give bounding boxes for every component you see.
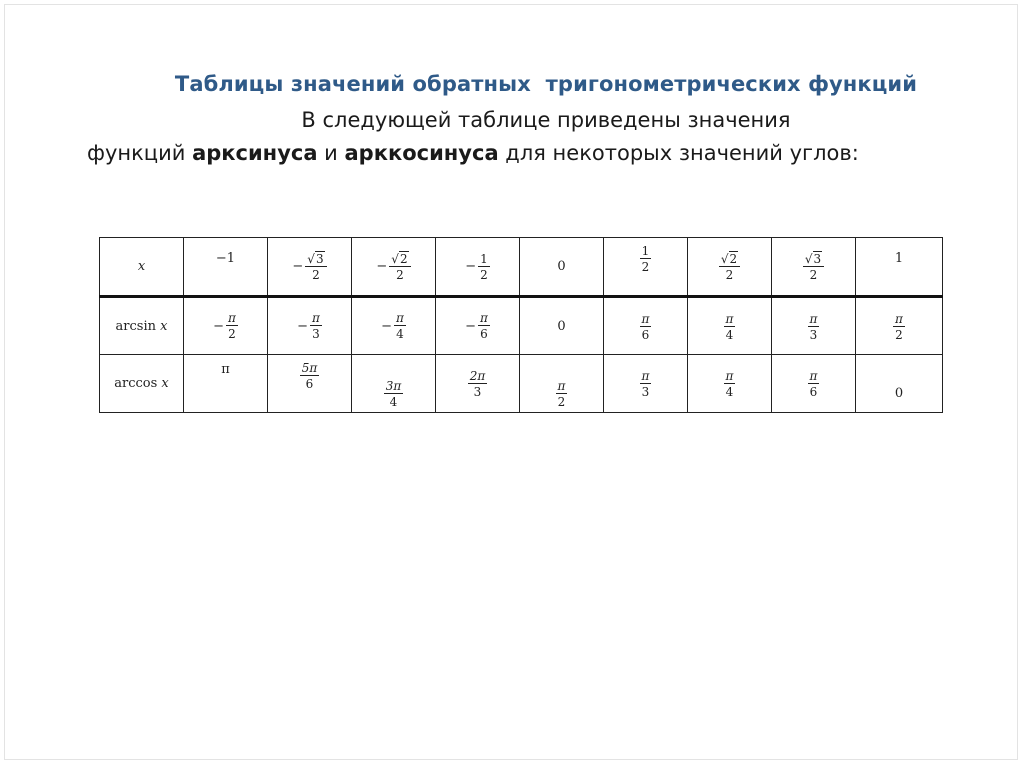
minus-sign: − <box>465 318 476 334</box>
value-text: 1 <box>894 251 904 266</box>
x-value-cell <box>688 238 772 297</box>
fraction-denominator: 4 <box>725 327 734 342</box>
fraction-numerator: π <box>895 311 903 326</box>
arccos-value-cell <box>184 355 268 413</box>
fraction-numerator: 5π <box>301 361 318 375</box>
intro-line-2-suffix: для некоторых значений углов: <box>498 141 859 165</box>
math-value <box>640 370 652 398</box>
math-value <box>640 313 652 341</box>
fraction <box>640 370 652 398</box>
inverse-trig-table <box>99 237 943 413</box>
fraction-numerator: π <box>312 311 320 325</box>
fraction <box>808 313 820 341</box>
fraction <box>719 253 740 281</box>
fraction <box>310 312 322 340</box>
arccos-value-cell <box>772 355 856 413</box>
fraction-numerator <box>803 253 824 267</box>
row-header-x-label: x <box>137 259 146 274</box>
math-value <box>300 362 320 390</box>
math-value <box>556 380 568 408</box>
fraction <box>640 245 652 273</box>
math-value <box>213 312 238 340</box>
math-value <box>719 253 740 281</box>
fraction <box>305 253 326 281</box>
math-value <box>803 253 824 281</box>
arcsin-var-label: x <box>160 318 168 334</box>
fraction-numerator: 3π <box>385 379 402 393</box>
fraction <box>389 253 410 281</box>
intro-term-arcsin: арксинуса <box>192 141 318 165</box>
fraction-denominator: 6 <box>305 377 314 391</box>
sqrt-argument: 2 <box>729 252 738 266</box>
math-value <box>216 252 235 265</box>
fraction-numerator: 1 <box>641 244 650 258</box>
arcsin-fn-label: arcsin <box>115 318 156 334</box>
fraction-denominator: 6 <box>480 327 488 341</box>
math-value <box>381 312 406 340</box>
math-value <box>297 312 322 340</box>
value-text: π <box>221 362 230 377</box>
math-value <box>895 252 903 265</box>
fraction-numerator <box>719 253 740 267</box>
fraction-numerator: π <box>725 369 734 383</box>
x-value-cell <box>856 238 943 297</box>
x-value-cell <box>772 238 856 297</box>
x-value-cell <box>184 238 268 297</box>
fraction-denominator: 4 <box>396 327 404 341</box>
minus-sign: − <box>297 318 308 334</box>
arccos-value-cell <box>352 355 436 413</box>
arcsin-value-cell <box>688 297 772 355</box>
minus-sign: − <box>381 318 392 334</box>
arccos-value-cell <box>436 355 520 413</box>
math-value <box>640 245 652 273</box>
arcsin-value-cell <box>604 297 688 355</box>
math-value <box>376 253 410 281</box>
math-value <box>557 320 565 333</box>
arccos-value-cell <box>268 355 352 413</box>
fraction-denominator: 2 <box>480 267 488 282</box>
sqrt-argument: 3 <box>315 251 324 266</box>
fraction-numerator: π <box>809 311 818 326</box>
slide-title: Таблицы значений обратных тригонометрических функций <box>174 72 918 96</box>
arccos-fn-label: arccos <box>114 376 158 391</box>
math-value <box>465 253 490 281</box>
value-text: 0 <box>557 259 566 274</box>
fraction-denominator: 2 <box>228 327 236 341</box>
intro-term-arccos: арккосинуса <box>344 141 499 165</box>
row-header-arccos <box>100 355 184 413</box>
arccos-value-cell <box>604 355 688 413</box>
intro-line-2-mid: и <box>317 141 345 165</box>
value-text: 0 <box>557 318 566 334</box>
minus-sign: − <box>376 259 388 274</box>
fraction <box>724 370 736 398</box>
intro-line-1: В следующей таблице приведены значения <box>301 108 791 132</box>
fraction-denominator: 4 <box>389 395 398 409</box>
math-value <box>808 370 820 398</box>
table-row-arccos <box>100 355 943 413</box>
fraction <box>478 312 490 340</box>
x-value-cell <box>604 238 688 297</box>
arcsin-value-cell <box>856 297 943 355</box>
fraction-numerator <box>305 253 326 267</box>
fraction-denominator: 2 <box>396 267 404 282</box>
minus-sign: − <box>465 259 477 274</box>
sqrt-icon: √ <box>391 251 399 266</box>
value-text: 0 <box>894 386 904 401</box>
x-value-cell <box>436 238 520 297</box>
fraction-denominator: 2 <box>725 268 734 282</box>
fraction <box>640 313 652 341</box>
fraction <box>478 253 490 281</box>
fraction-denominator: 2 <box>641 260 650 274</box>
fraction-numerator: π <box>641 369 650 383</box>
math-value <box>808 313 820 341</box>
arcsin-value-cell <box>772 297 856 355</box>
fraction-numerator: π <box>641 311 650 326</box>
table-row-x <box>100 238 943 297</box>
fraction-numerator: π <box>557 379 566 393</box>
fraction-numerator: π <box>809 369 818 383</box>
x-value-cell <box>268 238 352 297</box>
fraction <box>808 370 820 398</box>
sqrt-icon: √ <box>720 252 729 266</box>
minus-sign: − <box>213 318 224 334</box>
fraction <box>803 253 824 281</box>
arcsin-value-cell <box>520 297 604 355</box>
sqrt-icon: √ <box>307 251 315 266</box>
fraction-denominator: 2 <box>809 268 818 282</box>
fraction-denominator: 6 <box>641 327 650 342</box>
fraction-numerator <box>389 253 410 267</box>
intro-line-2 <box>87 141 859 165</box>
minus-sign: − <box>292 259 304 274</box>
sqrt-icon: √ <box>804 252 813 266</box>
fraction <box>556 380 568 408</box>
intro-line-2-prefix: функций <box>87 141 193 165</box>
math-value <box>468 370 488 398</box>
fraction-numerator: π <box>228 311 236 325</box>
fraction-denominator: 3 <box>641 385 650 399</box>
fraction-numerator: π <box>725 311 734 326</box>
arcsin-value-cell <box>184 297 268 355</box>
x-value-cell <box>520 238 604 297</box>
x-value-cell <box>352 238 436 297</box>
arccos-var-label: x <box>161 376 169 391</box>
fraction <box>300 362 320 390</box>
fraction-denominator: 2 <box>312 267 320 282</box>
fraction-numerator: 2π <box>469 369 486 383</box>
math-value <box>895 387 903 400</box>
math-value <box>384 380 404 408</box>
fraction-denominator: 2 <box>557 395 566 409</box>
math-value <box>557 260 565 273</box>
fraction <box>226 312 238 340</box>
fraction <box>724 313 736 341</box>
fraction <box>394 312 406 340</box>
table-row-arcsin <box>100 297 943 355</box>
arccos-value-cell <box>688 355 772 413</box>
fraction-denominator: 3 <box>312 327 320 341</box>
row-header-x <box>100 238 184 297</box>
arccos-value-cell <box>856 355 943 413</box>
arccos-value-cell <box>520 355 604 413</box>
fraction <box>893 313 905 341</box>
fraction-denominator: 4 <box>725 385 734 399</box>
math-value <box>724 370 736 398</box>
sqrt-argument: 2 <box>399 251 408 266</box>
fraction-denominator: 3 <box>809 327 818 342</box>
fraction <box>384 380 404 408</box>
arcsin-value-cell <box>436 297 520 355</box>
row-header-arcsin <box>100 297 184 355</box>
fraction-denominator: 3 <box>473 385 482 399</box>
arcsin-value-cell <box>352 297 436 355</box>
math-value <box>465 312 490 340</box>
fraction <box>468 370 488 398</box>
fraction-numerator: π <box>480 311 488 325</box>
fraction-denominator: 6 <box>809 385 818 399</box>
math-value <box>893 313 905 341</box>
math-value <box>292 253 326 281</box>
fraction-numerator: π <box>396 311 404 325</box>
value-text: −1 <box>215 251 236 266</box>
math-value <box>221 363 230 376</box>
arcsin-value-cell <box>268 297 352 355</box>
fraction-denominator: 2 <box>895 327 903 342</box>
fraction-numerator: 1 <box>480 251 488 266</box>
sqrt-argument: 3 <box>813 252 822 266</box>
math-value <box>724 313 736 341</box>
